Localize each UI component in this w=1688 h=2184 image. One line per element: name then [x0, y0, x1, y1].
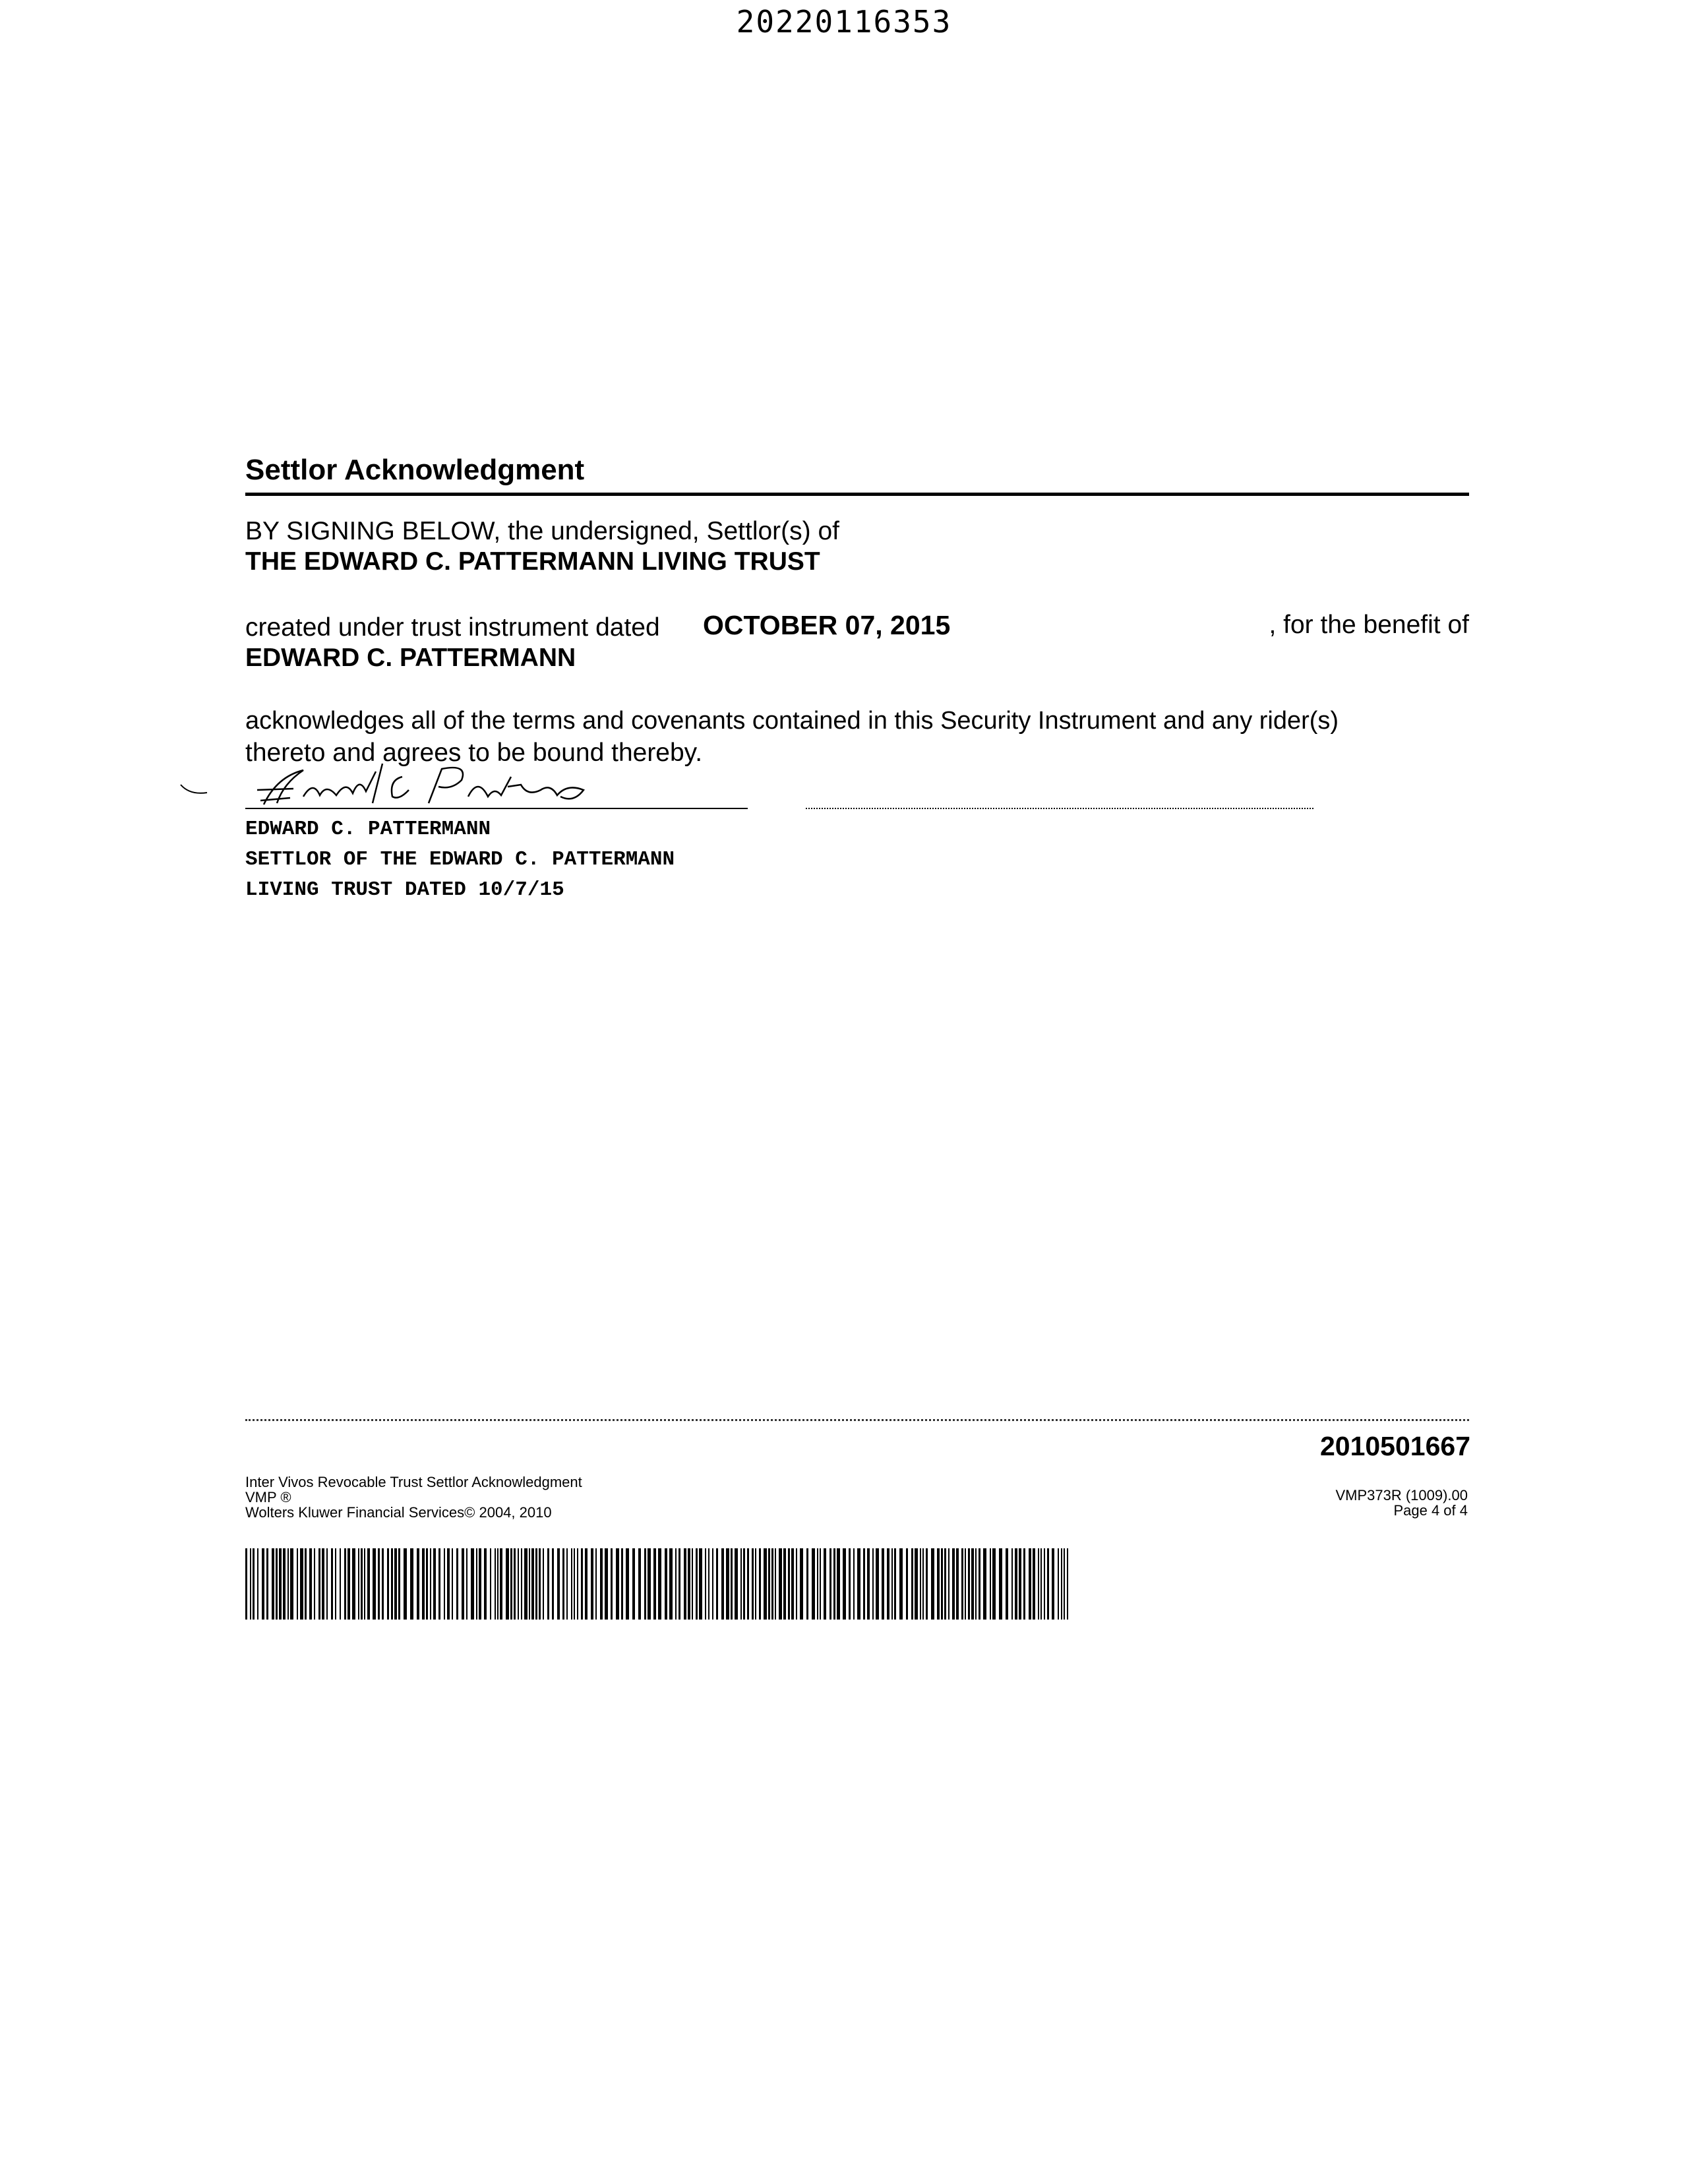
barcode-bar: [849, 1548, 851, 1620]
form-title: Settlor Acknowledgment: [245, 454, 585, 486]
barcode-bar: [1038, 1548, 1039, 1620]
barcode-bar: [752, 1548, 754, 1620]
barcode-bar: [768, 1548, 770, 1620]
barcode-bar: [956, 1548, 959, 1620]
barcode-bar: [557, 1548, 560, 1620]
barcode-bar: [562, 1548, 564, 1620]
barcode-bar: [495, 1548, 496, 1620]
barcode-bar: [500, 1548, 502, 1620]
barcode-bar: [456, 1548, 458, 1620]
barcode-bar: [347, 1548, 350, 1620]
barcode-bar: [364, 1548, 365, 1620]
barcode-bar: [391, 1548, 393, 1620]
barcode-bar: [857, 1548, 860, 1620]
form-name: Inter Vivos Revocable Trust Settlor Acknowledgment: [245, 1474, 582, 1490]
vmp-mark: VMP ®: [245, 1489, 291, 1506]
barcode-bar: [632, 1548, 635, 1620]
barcode-bar: [387, 1548, 389, 1620]
footer-right: [1335, 1488, 1468, 1518]
barcode-bar: [669, 1548, 673, 1620]
barcode-bar: [490, 1548, 491, 1620]
barcode-bar: [712, 1548, 713, 1620]
barcode-bar: [462, 1548, 464, 1620]
barcode-bar: [948, 1548, 950, 1620]
barcode-bar: [476, 1548, 477, 1620]
barcode-bar: [581, 1548, 583, 1620]
barcode-bar: [318, 1548, 320, 1620]
barcode-bar: [621, 1548, 623, 1620]
barcode-bar: [653, 1548, 656, 1620]
signer-name: EDWARD C. PATTERMANN: [245, 818, 491, 841]
barcode-bar: [796, 1548, 797, 1620]
barcode-bar: [574, 1548, 575, 1620]
barcode-bar: [891, 1548, 893, 1620]
barcode-bar: [518, 1548, 519, 1620]
signature-line: [245, 808, 748, 809]
barcode-bar: [968, 1548, 970, 1620]
barcode-bar: [791, 1548, 794, 1620]
barcode-bar: [305, 1548, 307, 1620]
barcode-bar: [771, 1548, 773, 1620]
publisher-line: Wolters Kluwer Financial Services© 2004, 2010: [245, 1504, 552, 1521]
barcode-bar: [983, 1548, 986, 1620]
barcode-bar: [344, 1548, 346, 1620]
barcode-bar: [817, 1548, 818, 1620]
barcode-bar: [1015, 1548, 1017, 1620]
barcode-bar: [876, 1548, 879, 1620]
barcode-bar: [971, 1548, 974, 1620]
barcode-bar: [484, 1548, 487, 1620]
created-label: created under trust instrument dated: [245, 613, 660, 642]
barcode-bar: [466, 1548, 467, 1620]
barcode-bar: [1033, 1548, 1035, 1620]
barcode-bar: [510, 1548, 512, 1620]
benefit-label: , for the benefit of: [1269, 611, 1469, 639]
barcode-bar: [422, 1548, 425, 1620]
title-rule: [245, 493, 1469, 496]
barcode-bar: [863, 1548, 865, 1620]
barcode-bar: [759, 1548, 761, 1620]
barcode-bar: [961, 1548, 963, 1620]
barcode-bar: [692, 1548, 693, 1620]
barcode-bar: [853, 1548, 855, 1620]
barcode-bar: [1029, 1548, 1031, 1620]
barcode-bar: [779, 1548, 782, 1620]
loan-number: 2010501667: [1319, 1431, 1470, 1461]
beneficiary-name: EDWARD C. PATTERMANN: [245, 644, 576, 672]
barcode-bar: [922, 1548, 924, 1620]
barcode-bar: [843, 1548, 846, 1620]
barcode-bar: [358, 1548, 359, 1620]
barcode-bar: [829, 1548, 831, 1620]
barcode-bar: [931, 1548, 934, 1620]
barcode-bar: [595, 1548, 597, 1620]
signer-title-line-1: SETTLOR OF THE EDWARD C. PATTERMANN: [245, 848, 675, 871]
barcode-bar: [800, 1548, 803, 1620]
intro-line: BY SIGNING BELOW, the undersigned, Settlor(s) of: [245, 517, 839, 545]
barcode-bar: [1023, 1548, 1025, 1620]
barcode-bar: [699, 1548, 702, 1620]
barcode-bar: [566, 1548, 568, 1620]
barcode-bar: [1058, 1548, 1059, 1620]
barcode-bar: [331, 1548, 333, 1620]
barcode-bar: [266, 1548, 268, 1620]
barcode-bar: [287, 1548, 289, 1620]
barcode-bar: [352, 1548, 355, 1620]
barcode-bar: [611, 1548, 613, 1620]
barcode-bar: [941, 1548, 943, 1620]
barcode-bar: [479, 1548, 481, 1620]
barcode-bar: [626, 1548, 629, 1620]
barcode-bar: [965, 1548, 966, 1620]
barcode-bar: [944, 1548, 946, 1620]
barcode-bar: [911, 1548, 913, 1620]
barcode-bar: [708, 1548, 709, 1620]
form-code: VMP373R (1009).00: [1335, 1487, 1468, 1503]
barcode-bar: [290, 1548, 293, 1620]
barcode-bar: [471, 1548, 474, 1620]
barcode-bar: [521, 1548, 522, 1620]
barcode-bar: [591, 1548, 593, 1620]
barcode-bar: [279, 1548, 282, 1620]
barcode-bar: [743, 1548, 745, 1620]
barcode-bar: [447, 1548, 450, 1620]
barcode-bar: [245, 1548, 247, 1620]
barcode-bar: [433, 1548, 436, 1620]
barcode-bar: [382, 1548, 384, 1620]
barcode-bar: [430, 1548, 431, 1620]
barcode-bar: [326, 1548, 328, 1620]
barcode-bar: [992, 1548, 996, 1620]
barcode-bar: [867, 1548, 870, 1620]
barcode-bar: [297, 1548, 298, 1620]
acknowledgment-line-2: thereto and agrees to be bound thereby.: [245, 739, 703, 767]
barcode-bar: [417, 1548, 419, 1620]
barcode-bar: [378, 1548, 380, 1620]
barcode-bar: [314, 1548, 315, 1620]
barcode-bar: [514, 1548, 516, 1620]
barcode-bar: [257, 1548, 258, 1620]
barcode-bar: [975, 1548, 977, 1620]
barcode-bar: [906, 1548, 908, 1620]
barcode-bar: [322, 1548, 324, 1620]
second-signature-line: [806, 808, 1313, 809]
barcode-bar: [920, 1548, 921, 1620]
barcode-bar: [726, 1548, 729, 1620]
footer-left: [245, 1474, 582, 1520]
trust-date: OCTOBER 07, 2015: [703, 610, 951, 640]
barcode-bar: [398, 1548, 400, 1620]
barcode-bar: [806, 1548, 808, 1620]
acknowledgment-line-1: acknowledges all of the terms and covenants contained in this Security Instrument and any rider(s): [245, 707, 1339, 735]
barcode-bar: [600, 1548, 603, 1620]
barcode-bar: [300, 1548, 303, 1620]
barcode-bar: [812, 1548, 815, 1620]
barcode-bar: [547, 1548, 549, 1620]
barcode-bar: [367, 1548, 370, 1620]
barcode-bar: [438, 1548, 440, 1620]
barcode-bar: [394, 1548, 397, 1620]
barcode-bar: [899, 1548, 903, 1620]
barcode-bar: [915, 1548, 918, 1620]
barcode-bar: [1006, 1548, 1008, 1620]
barcode-bar: [1047, 1548, 1049, 1620]
barcode-bar: [250, 1548, 251, 1620]
barcode-bar: [404, 1548, 407, 1620]
barcode-bar: [531, 1548, 534, 1620]
barcode-bar: [426, 1548, 428, 1620]
barcode-bar: [340, 1548, 341, 1620]
barcode-bar: [1052, 1548, 1054, 1620]
barcode-bar: [585, 1548, 588, 1620]
barcode-bar: [524, 1548, 528, 1620]
barcode-bar: [747, 1548, 749, 1620]
barcode-bar: [999, 1548, 1002, 1620]
barcode-bar: [1011, 1548, 1013, 1620]
barcode-bar: [740, 1548, 742, 1620]
barcode-bar: [529, 1548, 530, 1620]
barcode-bar: [696, 1548, 698, 1620]
barcode-bar: [361, 1548, 363, 1620]
barcode-bar: [452, 1548, 453, 1620]
barcode-bar: [1040, 1548, 1042, 1620]
barcode-bar: [283, 1548, 286, 1620]
barcode-bar: [539, 1548, 541, 1620]
barcode-bar: [979, 1548, 980, 1620]
barcode-bar: [837, 1548, 840, 1620]
barcode-bar: [755, 1548, 756, 1620]
barcode-bar: [497, 1548, 498, 1620]
barcode-bar: [1067, 1548, 1068, 1620]
barcode-bar: [952, 1548, 955, 1620]
barcode-bar: [272, 1548, 274, 1620]
barcode-bar: [644, 1548, 646, 1620]
barcode-bar: [1019, 1548, 1021, 1620]
barcode-bar: [262, 1548, 264, 1620]
barcode: [245, 1548, 1072, 1620]
barcode-bar: [783, 1548, 786, 1620]
barcode-bar: [820, 1548, 821, 1620]
barcode-bar: [605, 1548, 608, 1620]
barcode-bar: [764, 1548, 767, 1620]
barcode-bar: [276, 1548, 278, 1620]
barcode-bar: [335, 1548, 336, 1620]
page-number: Page 4 of 4: [1393, 1502, 1468, 1519]
barcode-bar: [648, 1548, 651, 1620]
trust-name: THE EDWARD C. PATTERMANN LIVING TRUST: [245, 547, 820, 576]
barcode-bar: [775, 1548, 776, 1620]
barcode-bar: [688, 1548, 690, 1620]
barcode-bar: [506, 1548, 509, 1620]
barcode-bar: [731, 1548, 733, 1620]
barcode-bar: [1064, 1548, 1065, 1620]
barcode-bar: [665, 1548, 667, 1620]
barcode-bar: [675, 1548, 677, 1620]
barcode-bar: [937, 1548, 940, 1620]
signer-title-line-2: LIVING TRUST DATED 10/7/15: [245, 878, 564, 901]
barcode-bar: [716, 1548, 718, 1620]
footer-rule: [245, 1419, 1469, 1421]
barcode-bar: [543, 1548, 544, 1620]
barcode-bar: [990, 1548, 991, 1620]
barcode-bar: [705, 1548, 706, 1620]
barcode-bar: [735, 1548, 738, 1620]
barcode-bar: [552, 1548, 554, 1620]
barcode-bar: [1044, 1548, 1045, 1620]
barcode-bar: [444, 1548, 445, 1620]
barcode-bar: [721, 1548, 724, 1620]
barcode-bar: [882, 1548, 884, 1620]
barcode-bar: [894, 1548, 896, 1620]
barcode-bar: [788, 1548, 790, 1620]
barcode-bar: [1061, 1548, 1062, 1620]
barcode-bar: [410, 1548, 413, 1620]
barcode-bar: [309, 1548, 312, 1620]
barcode-bar: [887, 1548, 889, 1620]
barcode-bar: [824, 1548, 826, 1620]
barcode-bar: [684, 1548, 686, 1620]
barcode-bar: [253, 1548, 255, 1620]
barcode-bar: [658, 1548, 661, 1620]
barcode-bar: [616, 1548, 619, 1620]
barcode-bar: [833, 1548, 835, 1620]
recording-number: 20220116353: [736, 4, 952, 40]
barcode-bar: [373, 1548, 376, 1620]
barcode-bar: [577, 1548, 578, 1620]
barcode-bar: [638, 1548, 641, 1620]
barcode-bar: [872, 1548, 874, 1620]
barcode-bar: [678, 1548, 680, 1620]
barcode-bar: [926, 1548, 928, 1620]
barcode-bar: [571, 1548, 572, 1620]
barcode-bar: [535, 1548, 537, 1620]
